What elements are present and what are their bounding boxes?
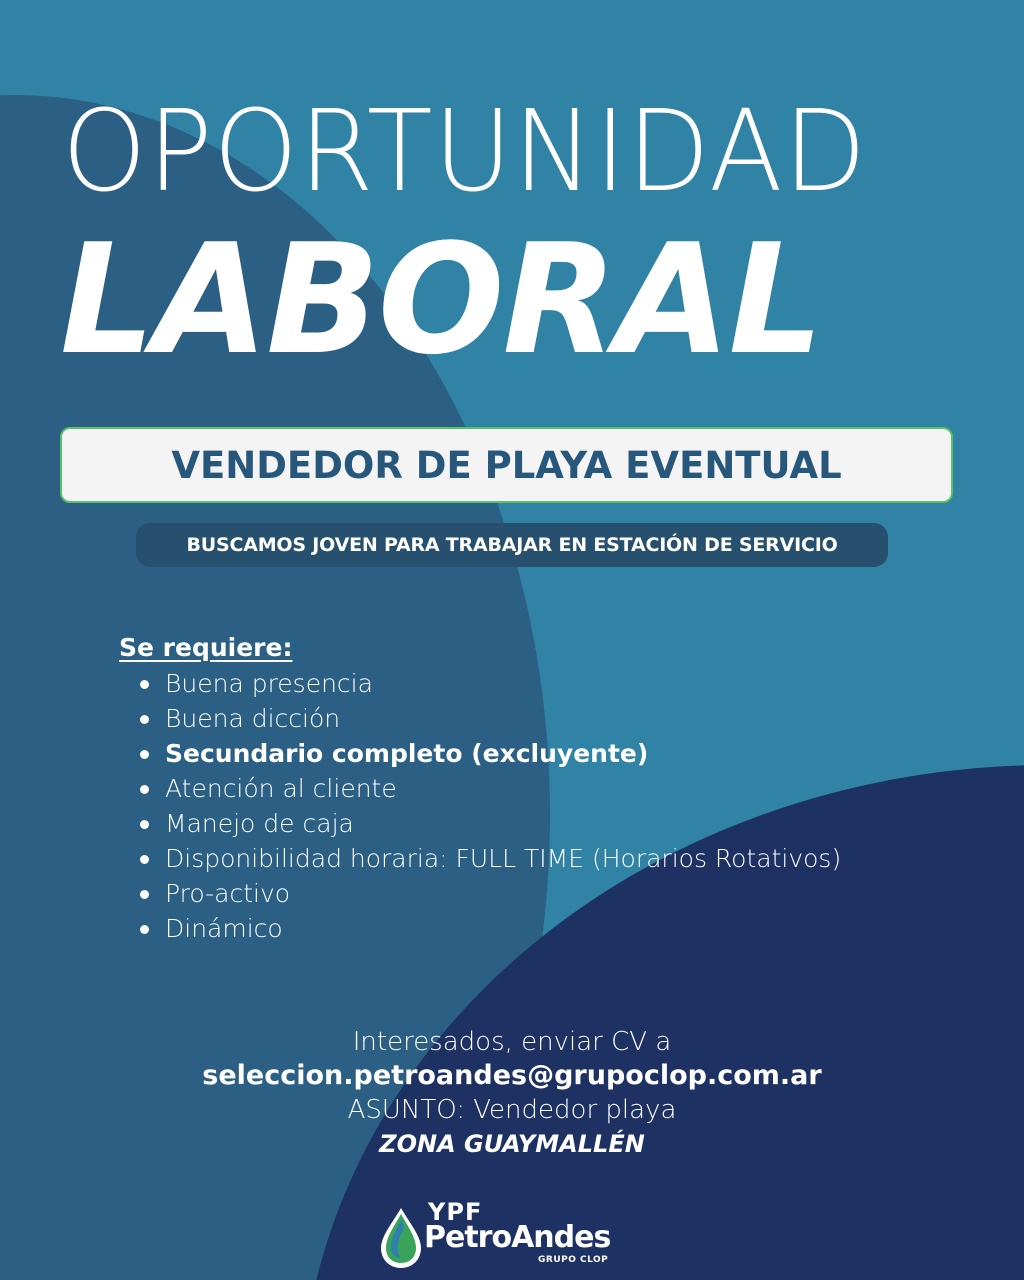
requirements-section — [119, 630, 939, 946]
logo-group-text: GRUPO CLOP — [538, 1255, 609, 1265]
list-item: Atención al cliente — [119, 771, 939, 806]
list-item: Dinámico — [119, 911, 939, 946]
position-title-box — [60, 427, 953, 503]
petroandes-logo — [378, 1198, 628, 1272]
contact-section — [0, 1025, 1024, 1161]
drop-icon — [378, 1206, 424, 1270]
contact-subject: ASUNTO: Vendedor playa — [347, 1095, 677, 1125]
list-item: Disponibilidad horaria: FULL TIME (Horarios Rotativos) — [119, 841, 939, 876]
contact-intro: Interesados, enviar CV a — [352, 1027, 672, 1057]
list-item: Buena presencia — [119, 666, 939, 701]
list-item: Secundario completo (excluyente) — [119, 736, 939, 771]
search-banner-text: BUSCAMOS JOVEN PARA TRABAJAR EN ESTACIÓN DE SERVICIO — [186, 534, 838, 556]
logo-ypf-text: YPF — [428, 1198, 483, 1226]
list-item: Buena dicción — [119, 701, 939, 736]
headline-line-1: OPORTUNIDAD — [62, 87, 868, 217]
search-banner — [136, 523, 888, 567]
requirements-list — [119, 666, 939, 946]
logo-name-text: PetroAndes — [424, 1220, 611, 1255]
headline-line-2: LABORAL — [60, 211, 822, 388]
list-item: Manejo de caja — [119, 806, 939, 841]
position-title: VENDEDOR DE PLAYA EVENTUAL — [171, 443, 842, 487]
requirements-heading: Se requiere: — [119, 633, 293, 662]
contact-email[interactable]: seleccion.petroandes@grupoclop.com.ar — [202, 1060, 822, 1091]
contact-zone: ZONA GUAYMALLÉN — [379, 1130, 645, 1158]
list-item: Pro-activo — [119, 876, 939, 911]
